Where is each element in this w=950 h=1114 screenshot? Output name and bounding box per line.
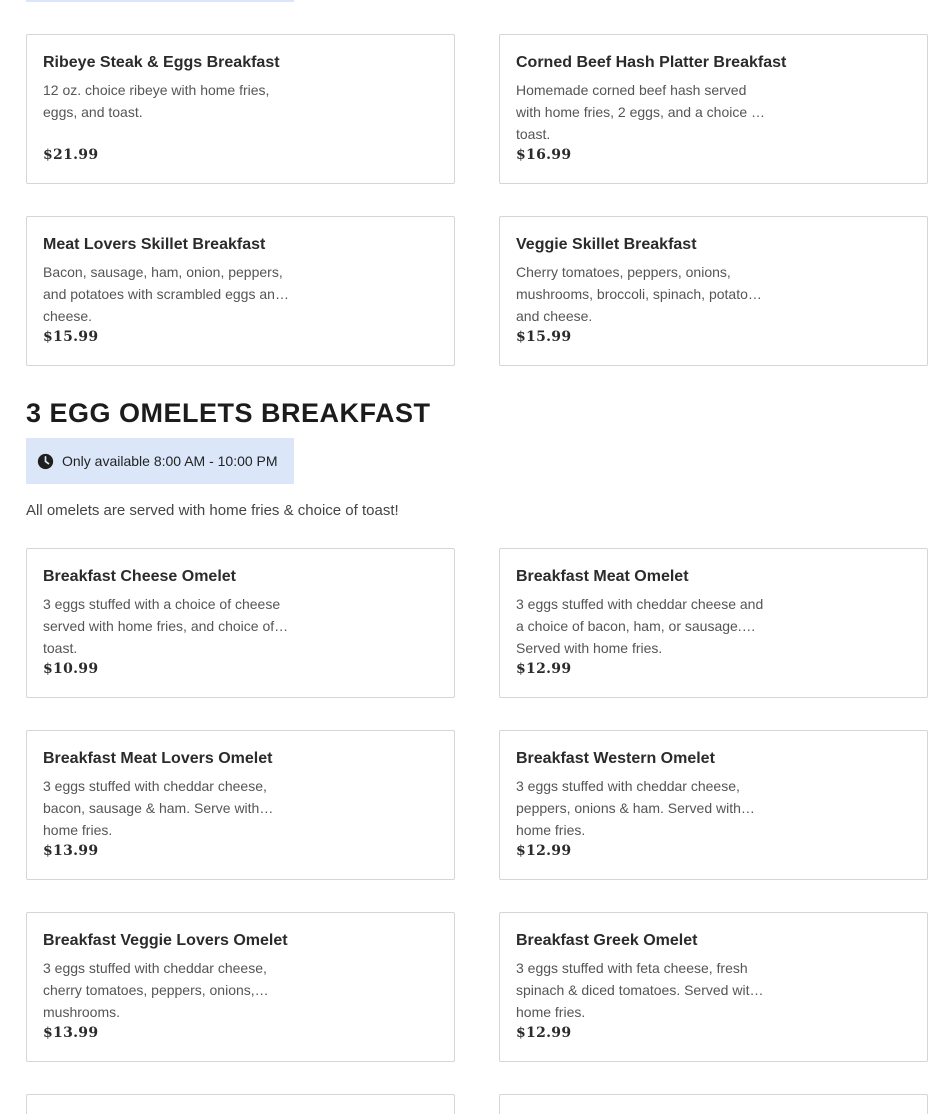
menu-item-description: 12 oz. choice ribeye with home fries, eggs, and toast. (43, 82, 270, 120)
menu-item-price: $10.99 (43, 661, 99, 677)
menu-item-card[interactable] (26, 34, 455, 184)
menu-item-description: 3 eggs stuffed with feta cheese, fresh spinach & diced tomatoes. Served with home fries. (516, 960, 758, 1020)
menu-item-name: Veggie Skillet Breakfast (516, 236, 697, 253)
availability-banner (26, 438, 294, 484)
menu-item-name: Breakfast Meat Lovers Omelet (43, 750, 273, 767)
section-title: 3 EGG OMELETS BREAKFAST (26, 398, 431, 428)
menu-item-price: $16.99 (516, 147, 572, 163)
menu-item-card[interactable] (499, 730, 928, 880)
menu-grid-omelets (26, 548, 928, 1062)
menu-item-description: Homemade corned beef hash served with home fries, 2 eggs, and a choice of toast. (516, 82, 763, 142)
menu-item-price: $15.99 (516, 329, 572, 345)
menu-item-card[interactable] (26, 216, 455, 366)
availability-banner-edge (26, 0, 294, 2)
menu-item-card[interactable] (26, 730, 455, 880)
menu-item-description: 3 eggs stuffed with cheddar cheese, peppers, onions & ham. Served with home fries. (516, 778, 741, 838)
section-note: All omelets are served with home fries & choice of toast! (26, 502, 399, 519)
menu-item-description: 3 eggs stuffed with cheddar cheese, bacon, sausage & ham. Serve with home fries. (43, 778, 267, 838)
menu-item-description: 3 eggs stuffed with cheddar cheese, cherry tomatoes, peppers, onions, mushrooms. (43, 960, 267, 1020)
availability-text: Only available 8:00 AM - 10:00 PM (62, 453, 278, 469)
menu-item-price: $12.99 (516, 1025, 572, 1041)
menu-item-card-partial[interactable] (26, 1094, 455, 1114)
menu-item-card-partial[interactable] (499, 1094, 928, 1114)
clock-icon (37, 453, 54, 470)
menu-item-name: Ribeye Steak & Eggs Breakfast (43, 54, 280, 71)
menu-item-name: Breakfast Western Omelet (516, 750, 715, 767)
menu-item-price: $12.99 (516, 843, 572, 859)
menu-item-price: $13.99 (43, 843, 99, 859)
menu-item-price: $21.99 (43, 147, 99, 163)
menu-item-name: Meat Lovers Skillet Breakfast (43, 236, 266, 253)
menu-item-description: 3 eggs stuffed with a choice of cheese served with home fries, and choice of toast. (43, 596, 281, 656)
menu-item-name: Breakfast Veggie Lovers Omelet (43, 932, 288, 949)
menu-item-card[interactable] (26, 912, 455, 1062)
menu-item-card[interactable] (499, 548, 928, 698)
menu-item-description: Cherry tomatoes, peppers, onions, mushrooms, broccoli, spinach, potatoes and cheese. (516, 264, 763, 324)
menu-item-name: Breakfast Cheese Omelet (43, 568, 236, 585)
menu-item-name: Breakfast Greek Omelet (516, 932, 698, 949)
menu-item-card[interactable] (499, 34, 928, 184)
menu-item-price: $13.99 (43, 1025, 99, 1041)
menu-item-card[interactable] (499, 216, 928, 366)
menu-item-description: Bacon, sausage, ham, onion, peppers, and potatoes with scrambled eggs and cheese. (43, 264, 283, 324)
menu-item-card[interactable] (26, 548, 455, 698)
menu-grid-upper (26, 34, 928, 366)
menu-item-name: Breakfast Meat Omelet (516, 568, 689, 585)
menu-item-price: $12.99 (516, 661, 572, 677)
menu-item-name: Corned Beef Hash Platter Breakfast (516, 54, 787, 71)
menu-item-price: $15.99 (43, 329, 99, 345)
menu-item-description: 3 eggs stuffed with cheddar cheese and a choice of bacon, ham, or sausage. Served with home fries. (516, 596, 764, 656)
menu-item-card[interactable] (499, 912, 928, 1062)
